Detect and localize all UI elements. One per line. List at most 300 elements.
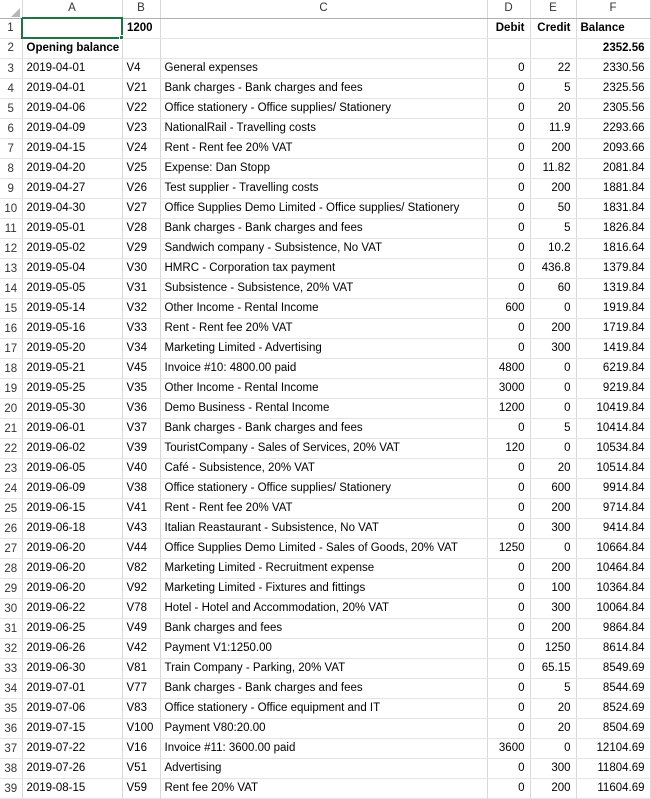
cell-balance[interactable]: 8544.69	[576, 679, 650, 699]
row-header-24[interactable]: 24	[0, 479, 22, 499]
cell-balance[interactable]: 8524.69	[576, 699, 650, 719]
cell-f2-opening-balance-value[interactable]: 2352.56	[576, 38, 650, 59]
cell-date[interactable]: 2019-05-14	[22, 299, 122, 319]
row-header-32[interactable]: 32	[0, 639, 22, 659]
cell-date[interactable]: 2019-08-15	[22, 779, 122, 799]
cell-reference[interactable]: V34	[122, 339, 160, 359]
cell-reference[interactable]: V82	[122, 559, 160, 579]
cell-debit[interactable]: 1250	[487, 539, 530, 559]
cell-description[interactable]: NationalRail - Travelling costs	[160, 119, 487, 139]
cell-description[interactable]: Invoice #10: 4800.00 paid	[160, 359, 487, 379]
row-header-20[interactable]: 20	[0, 399, 22, 419]
cell-credit[interactable]: 0	[530, 399, 576, 419]
cell-balance[interactable]: 6219.84	[576, 359, 650, 379]
cell-credit[interactable]: 300	[530, 759, 576, 779]
cell-date[interactable]: 2019-07-01	[22, 679, 122, 699]
cell-credit[interactable]: 200	[530, 179, 576, 199]
cell-description[interactable]: HMRC - Corporation tax payment	[160, 259, 487, 279]
cell-reference[interactable]: V43	[122, 519, 160, 539]
cell-date[interactable]: 2019-05-21	[22, 359, 122, 379]
row-header-16[interactable]: 16	[0, 319, 22, 339]
cell-credit[interactable]: 20	[530, 99, 576, 119]
cell-credit[interactable]: 5	[530, 79, 576, 99]
cell-date[interactable]: 2019-06-26	[22, 639, 122, 659]
cell-date[interactable]: 2019-06-05	[22, 459, 122, 479]
cell-reference[interactable]: V26	[122, 179, 160, 199]
cell-debit[interactable]: 0	[487, 259, 530, 279]
table-row	[0, 119, 650, 139]
row-header-30[interactable]: 30	[0, 599, 22, 619]
cell-credit[interactable]: 5	[530, 219, 576, 239]
cell-debit[interactable]: 0	[487, 339, 530, 359]
table-row	[0, 59, 650, 79]
cell-balance[interactable]: 2293.66	[576, 119, 650, 139]
cell-debit[interactable]: 600	[487, 299, 530, 319]
cell-debit[interactable]: 0	[487, 279, 530, 299]
cell-balance[interactable]: 10534.84	[576, 439, 650, 459]
cell-reference[interactable]: V39	[122, 439, 160, 459]
cell-balance[interactable]: 11804.69	[576, 759, 650, 779]
table-row	[0, 139, 650, 159]
cell-c1[interactable]	[160, 18, 487, 38]
cell-reference[interactable]: V25	[122, 159, 160, 179]
cell-balance[interactable]: 10064.84	[576, 599, 650, 619]
cell-debit[interactable]: 0	[487, 579, 530, 599]
cell-credit[interactable]: 11.82	[530, 159, 576, 179]
table-row	[0, 599, 650, 619]
cell-description[interactable]: Marketing Limited - Fixtures and fittings	[160, 579, 487, 599]
cell-credit[interactable]: 20	[530, 459, 576, 479]
cell-b1[interactable]: 1200	[122, 18, 160, 38]
cell-debit[interactable]: 0	[487, 559, 530, 579]
cell-credit[interactable]: 200	[530, 139, 576, 159]
table-row	[0, 719, 650, 739]
cell-date[interactable]: 2019-05-05	[22, 279, 122, 299]
cell-date[interactable]: 2019-07-15	[22, 719, 122, 739]
cell-reference[interactable]: V81	[122, 659, 160, 679]
cell-description[interactable]: Test supplier - Travelling costs	[160, 179, 487, 199]
cell-debit[interactable]: 0	[487, 779, 530, 799]
cell-balance[interactable]: 2093.66	[576, 139, 650, 159]
row-header-4[interactable]: 4	[0, 79, 22, 99]
row-header-6[interactable]: 6	[0, 119, 22, 139]
table-row	[0, 579, 650, 599]
cell-reference[interactable]: V23	[122, 119, 160, 139]
table-row	[0, 499, 650, 519]
cell-balance[interactable]: 9714.84	[576, 499, 650, 519]
cell-credit[interactable]: 0	[530, 299, 576, 319]
cell-credit[interactable]: 0	[530, 439, 576, 459]
cell-credit[interactable]: 60	[530, 279, 576, 299]
cell-debit[interactable]: 0	[487, 239, 530, 259]
cell-credit[interactable]: 65.15	[530, 659, 576, 679]
cell-description[interactable]: Italian Reastaurant - Subsistence, No VAT	[160, 519, 487, 539]
cell-debit[interactable]: 0	[487, 59, 530, 79]
cell-credit[interactable]: 0	[530, 379, 576, 399]
cell-date[interactable]: 2019-04-30	[22, 199, 122, 219]
cell-credit[interactable]: 0	[530, 359, 576, 379]
cell-description[interactable]: Office Supplies Demo Limited - Office supplies/ Stationery	[160, 199, 487, 219]
row-header-19[interactable]: 19	[0, 379, 22, 399]
cell-balance[interactable]: 10514.84	[576, 459, 650, 479]
cell-debit[interactable]: 0	[487, 219, 530, 239]
row-header-12[interactable]: 12	[0, 239, 22, 259]
cell-credit[interactable]: 300	[530, 339, 576, 359]
cell-debit[interactable]: 0	[487, 119, 530, 139]
cell-reference[interactable]: V22	[122, 99, 160, 119]
cell-description[interactable]: Office Supplies Demo Limited - Sales of Goods, 20% VAT	[160, 539, 487, 559]
cell-debit[interactable]: 0	[487, 599, 530, 619]
cell-date[interactable]: 2019-07-26	[22, 759, 122, 779]
cell-description[interactable]: Bank charges and fees	[160, 619, 487, 639]
cell-debit[interactable]: 0	[487, 679, 530, 699]
row-header-39[interactable]: 39	[0, 779, 22, 799]
cell-balance[interactable]: 1831.84	[576, 199, 650, 219]
column-header-d[interactable]: D	[487, 0, 530, 18]
cell-credit[interactable]: 0	[530, 539, 576, 559]
cell-debit[interactable]: 0	[487, 619, 530, 639]
cell-reference[interactable]: V59	[122, 779, 160, 799]
cell-date[interactable]: 2019-05-16	[22, 319, 122, 339]
cell-balance[interactable]: 8504.69	[576, 719, 650, 739]
row-header-11[interactable]: 11	[0, 219, 22, 239]
row-header-26[interactable]: 26	[0, 519, 22, 539]
column-header-a[interactable]: A	[22, 0, 122, 18]
cell-reference[interactable]: V16	[122, 739, 160, 759]
cell-description[interactable]: TouristCompany - Sales of Services, 20% VAT	[160, 439, 487, 459]
row-header-36[interactable]: 36	[0, 719, 22, 739]
cell-debit[interactable]: 0	[487, 639, 530, 659]
cell-reference[interactable]: V35	[122, 379, 160, 399]
cell-date[interactable]: 2019-04-15	[22, 139, 122, 159]
cell-balance[interactable]: 12104.69	[576, 739, 650, 759]
cell-balance[interactable]: 1826.84	[576, 219, 650, 239]
cell-reference[interactable]: V31	[122, 279, 160, 299]
cell-date[interactable]: 2019-04-01	[22, 59, 122, 79]
cell-balance[interactable]: 1319.84	[576, 279, 650, 299]
cell-description[interactable]: Payment V80:20.00	[160, 719, 487, 739]
cell-reference[interactable]: V4	[122, 59, 160, 79]
cell-date[interactable]: 2019-07-06	[22, 699, 122, 719]
column-header-f[interactable]: F	[576, 0, 650, 18]
cell-balance[interactable]: 2325.56	[576, 79, 650, 99]
cell-description[interactable]: Office stationery - Office supplies/ Stationery	[160, 479, 487, 499]
cell-reference[interactable]: V41	[122, 499, 160, 519]
row-header-23[interactable]: 23	[0, 459, 22, 479]
table-row	[0, 419, 650, 439]
cell-balance[interactable]: 1379.84	[576, 259, 650, 279]
cell-date[interactable]: 2019-06-20	[22, 579, 122, 599]
row-header-5[interactable]: 5	[0, 99, 22, 119]
cell-date[interactable]: 2019-07-22	[22, 739, 122, 759]
cell-description[interactable]: Bank charges - Bank charges and fees	[160, 419, 487, 439]
cell-credit[interactable]: 436.8	[530, 259, 576, 279]
cell-balance[interactable]: 9219.84	[576, 379, 650, 399]
cell-description[interactable]: Other Income - Rental Income	[160, 379, 487, 399]
cell-b2[interactable]	[122, 38, 160, 59]
table-row	[0, 99, 650, 119]
cell-debit[interactable]: 0	[487, 139, 530, 159]
cell-date[interactable]: 2019-06-20	[22, 559, 122, 579]
cell-description[interactable]: Payment V1:1250.00	[160, 639, 487, 659]
row-header-37[interactable]: 37	[0, 739, 22, 759]
row-header-34[interactable]: 34	[0, 679, 22, 699]
cell-date[interactable]: 2019-06-30	[22, 659, 122, 679]
cell-debit[interactable]: 4800	[487, 359, 530, 379]
table-row	[0, 779, 650, 799]
cell-balance[interactable]: 1919.84	[576, 299, 650, 319]
cell-description[interactable]: Office stationery - Office equipment and IT	[160, 699, 487, 719]
cell-reference[interactable]: V44	[122, 539, 160, 559]
cell-date[interactable]: 2019-06-01	[22, 419, 122, 439]
cell-reference[interactable]: V51	[122, 759, 160, 779]
cell-debit[interactable]: 0	[487, 459, 530, 479]
column-header-b[interactable]: B	[122, 0, 160, 18]
cell-description[interactable]: Marketing Limited - Recruitment expense	[160, 559, 487, 579]
cell-balance[interactable]: 8614.84	[576, 639, 650, 659]
cell-credit[interactable]: 20	[530, 719, 576, 739]
cell-description[interactable]: Hotel - Hotel and Accommodation, 20% VAT	[160, 599, 487, 619]
header-row	[0, 18, 650, 38]
cell-balance[interactable]: 1816.64	[576, 239, 650, 259]
cell-e1-credit-header[interactable]: Credit	[530, 18, 576, 38]
cell-debit[interactable]: 120	[487, 439, 530, 459]
cell-debit[interactable]: 0	[487, 659, 530, 679]
column-header-row	[0, 0, 650, 18]
cell-credit[interactable]: 11.9	[530, 119, 576, 139]
cell-debit[interactable]: 0	[487, 499, 530, 519]
cell-balance[interactable]: 10364.84	[576, 579, 650, 599]
cell-debit[interactable]: 1200	[487, 399, 530, 419]
cell-balance[interactable]: 2081.84	[576, 159, 650, 179]
row-header-29[interactable]: 29	[0, 579, 22, 599]
table-row	[0, 439, 650, 459]
cell-reference[interactable]: V77	[122, 679, 160, 699]
cell-date[interactable]: 2019-06-22	[22, 599, 122, 619]
cell-balance[interactable]: 10414.84	[576, 419, 650, 439]
cell-balance[interactable]: 10664.84	[576, 539, 650, 559]
row-header-13[interactable]: 13	[0, 259, 22, 279]
cell-credit[interactable]: 200	[530, 559, 576, 579]
cell-date[interactable]: 2019-04-20	[22, 159, 122, 179]
row-header-35[interactable]: 35	[0, 699, 22, 719]
cell-credit[interactable]: 300	[530, 519, 576, 539]
cell-reference[interactable]: V29	[122, 239, 160, 259]
cell-balance[interactable]: 1719.84	[576, 319, 650, 339]
cell-reference[interactable]: V49	[122, 619, 160, 639]
cell-date[interactable]: 2019-05-25	[22, 379, 122, 399]
cell-description[interactable]: Sandwich company - Subsistence, No VAT	[160, 239, 487, 259]
row-header-25[interactable]: 25	[0, 499, 22, 519]
cell-date[interactable]: 2019-06-18	[22, 519, 122, 539]
cell-credit[interactable]: 100	[530, 579, 576, 599]
row-header-3[interactable]: 3	[0, 59, 22, 79]
cell-reference[interactable]: V40	[122, 459, 160, 479]
cell-date[interactable]: 2019-05-01	[22, 219, 122, 239]
cell-description[interactable]: Advertising	[160, 759, 487, 779]
cell-description[interactable]: Rent - Rent fee 20% VAT	[160, 499, 487, 519]
cell-debit[interactable]: 0	[487, 319, 530, 339]
cell-debit[interactable]: 0	[487, 419, 530, 439]
cell-reference[interactable]: V33	[122, 319, 160, 339]
cell-debit[interactable]: 0	[487, 79, 530, 99]
cell-credit[interactable]: 200	[530, 319, 576, 339]
row-header-28[interactable]: 28	[0, 559, 22, 579]
row-header-1[interactable]: 1	[0, 18, 22, 38]
row-header-7[interactable]: 7	[0, 139, 22, 159]
cell-reference[interactable]: V37	[122, 419, 160, 439]
cell-balance[interactable]: 10419.84	[576, 399, 650, 419]
row-header-2[interactable]: 2	[0, 38, 22, 59]
row-header-14[interactable]: 14	[0, 279, 22, 299]
cell-reference[interactable]: V38	[122, 479, 160, 499]
row-header-8[interactable]: 8	[0, 159, 22, 179]
row-header-33[interactable]: 33	[0, 659, 22, 679]
cell-reference[interactable]: V27	[122, 199, 160, 219]
cell-description[interactable]: Bank charges - Bank charges and fees	[160, 219, 487, 239]
cell-date[interactable]: 2019-04-06	[22, 99, 122, 119]
cell-reference[interactable]: V83	[122, 699, 160, 719]
cell-date[interactable]: 2019-04-01	[22, 79, 122, 99]
cell-balance[interactable]: 9414.84	[576, 519, 650, 539]
cell-a1[interactable]	[22, 18, 122, 38]
cell-debit[interactable]: 0	[487, 159, 530, 179]
cell-description[interactable]: Subsistence - Subsistence, 20% VAT	[160, 279, 487, 299]
cell-balance[interactable]: 1419.84	[576, 339, 650, 359]
cell-balance[interactable]: 9864.84	[576, 619, 650, 639]
cell-description[interactable]: Rent - Rent fee 20% VAT	[160, 319, 487, 339]
cell-date[interactable]: 2019-04-27	[22, 179, 122, 199]
cell-description[interactable]: Bank charges - Bank charges and fees	[160, 679, 487, 699]
cell-credit[interactable]: 200	[530, 619, 576, 639]
cell-debit[interactable]: 0	[487, 699, 530, 719]
cell-credit[interactable]: 1250	[530, 639, 576, 659]
cell-reference[interactable]: V24	[122, 139, 160, 159]
cell-description[interactable]: Rent fee 20% VAT	[160, 779, 487, 799]
table-row	[0, 479, 650, 499]
cell-balance[interactable]: 2305.56	[576, 99, 650, 119]
cell-reference[interactable]: V78	[122, 599, 160, 619]
cell-c2[interactable]	[160, 38, 487, 59]
cell-credit[interactable]: 10.2	[530, 239, 576, 259]
cell-reference[interactable]: V28	[122, 219, 160, 239]
cell-d1-debit-header[interactable]: Debit	[487, 18, 530, 38]
cell-credit[interactable]: 0	[530, 739, 576, 759]
select-all-triangle-icon	[11, 8, 20, 17]
cell-balance[interactable]: 2330.56	[576, 59, 650, 79]
cell-credit[interactable]: 20	[530, 699, 576, 719]
cell-credit[interactable]: 600	[530, 479, 576, 499]
cell-e2[interactable]	[530, 38, 576, 59]
cell-debit[interactable]: 3000	[487, 379, 530, 399]
cell-description[interactable]: Other Income - Rental Income	[160, 299, 487, 319]
cell-d2[interactable]	[487, 38, 530, 59]
cell-balance[interactable]: 10464.84	[576, 559, 650, 579]
cell-date[interactable]: 2019-06-02	[22, 439, 122, 459]
column-header-c[interactable]: C	[160, 0, 487, 18]
cell-description[interactable]: Train Company - Parking, 20% VAT	[160, 659, 487, 679]
cell-reference[interactable]: V36	[122, 399, 160, 419]
cell-reference[interactable]: V100	[122, 719, 160, 739]
cell-description[interactable]: Invoice #11: 3600.00 paid	[160, 739, 487, 759]
cell-f1-balance-header[interactable]: Balance	[576, 18, 650, 38]
cell-reference[interactable]: V30	[122, 259, 160, 279]
cell-credit[interactable]: 5	[530, 419, 576, 439]
row-header-22[interactable]: 22	[0, 439, 22, 459]
cell-debit[interactable]: 0	[487, 719, 530, 739]
cell-balance[interactable]: 8549.69	[576, 659, 650, 679]
cell-description[interactable]: Demo Business - Rental Income	[160, 399, 487, 419]
cell-debit[interactable]: 0	[487, 759, 530, 779]
cell-description[interactable]: General expenses	[160, 59, 487, 79]
cell-date[interactable]: 2019-05-04	[22, 259, 122, 279]
cell-date[interactable]: 2019-06-15	[22, 499, 122, 519]
cell-a2-opening-balance-label[interactable]: Opening balance	[22, 38, 122, 59]
cell-debit[interactable]: 0	[487, 179, 530, 199]
cell-reference[interactable]: V42	[122, 639, 160, 659]
cell-date[interactable]: 2019-05-30	[22, 399, 122, 419]
row-header-18[interactable]: 18	[0, 359, 22, 379]
table-row	[0, 559, 650, 579]
cell-debit[interactable]: 0	[487, 199, 530, 219]
cell-debit[interactable]: 0	[487, 479, 530, 499]
cell-description[interactable]: Expense: Dan Stopp	[160, 159, 487, 179]
cell-description[interactable]: Office stationery - Office supplies/ Stationery	[160, 99, 487, 119]
column-header-e[interactable]: E	[530, 0, 576, 18]
cell-credit[interactable]: 5	[530, 679, 576, 699]
cell-credit[interactable]: 300	[530, 599, 576, 619]
opening-balance-row	[0, 38, 650, 59]
fill-handle[interactable]	[119, 35, 124, 40]
cell-balance[interactable]: 1881.84	[576, 179, 650, 199]
cell-reference[interactable]: V32	[122, 299, 160, 319]
cell-debit[interactable]: 0	[487, 99, 530, 119]
cell-date[interactable]: 2019-05-20	[22, 339, 122, 359]
row-header-15[interactable]: 15	[0, 299, 22, 319]
cell-credit[interactable]: 200	[530, 779, 576, 799]
cell-debit[interactable]: 0	[487, 519, 530, 539]
cell-date[interactable]: 2019-06-20	[22, 539, 122, 559]
cell-balance[interactable]: 9914.84	[576, 479, 650, 499]
cell-description[interactable]: Rent - Rent fee 20% VAT	[160, 139, 487, 159]
cell-reference[interactable]: V45	[122, 359, 160, 379]
cell-reference[interactable]: V21	[122, 79, 160, 99]
cell-debit[interactable]: 3600	[487, 739, 530, 759]
cell-date[interactable]: 2019-05-02	[22, 239, 122, 259]
cell-balance[interactable]: 11604.69	[576, 779, 650, 799]
cell-description[interactable]: Café - Subsistence, 20% VAT	[160, 459, 487, 479]
row-header-27[interactable]: 27	[0, 539, 22, 559]
cell-credit[interactable]: 200	[530, 499, 576, 519]
row-header-17[interactable]: 17	[0, 339, 22, 359]
row-header-21[interactable]: 21	[0, 419, 22, 439]
cell-credit[interactable]: 22	[530, 59, 576, 79]
select-all-corner[interactable]	[0, 0, 22, 18]
worksheet-body	[0, 18, 650, 799]
cell-date[interactable]: 2019-06-25	[22, 619, 122, 639]
cell-reference[interactable]: V92	[122, 579, 160, 599]
row-header-9[interactable]: 9	[0, 179, 22, 199]
table-row	[0, 459, 650, 479]
cell-description[interactable]: Marketing Limited - Advertising	[160, 339, 487, 359]
cell-date[interactable]: 2019-06-09	[22, 479, 122, 499]
cell-description[interactable]: Bank charges - Bank charges and fees	[160, 79, 487, 99]
row-header-38[interactable]: 38	[0, 759, 22, 779]
row-header-10[interactable]: 10	[0, 199, 22, 219]
cell-date[interactable]: 2019-04-09	[22, 119, 122, 139]
cell-credit[interactable]: 50	[530, 199, 576, 219]
row-header-31[interactable]: 31	[0, 619, 22, 639]
